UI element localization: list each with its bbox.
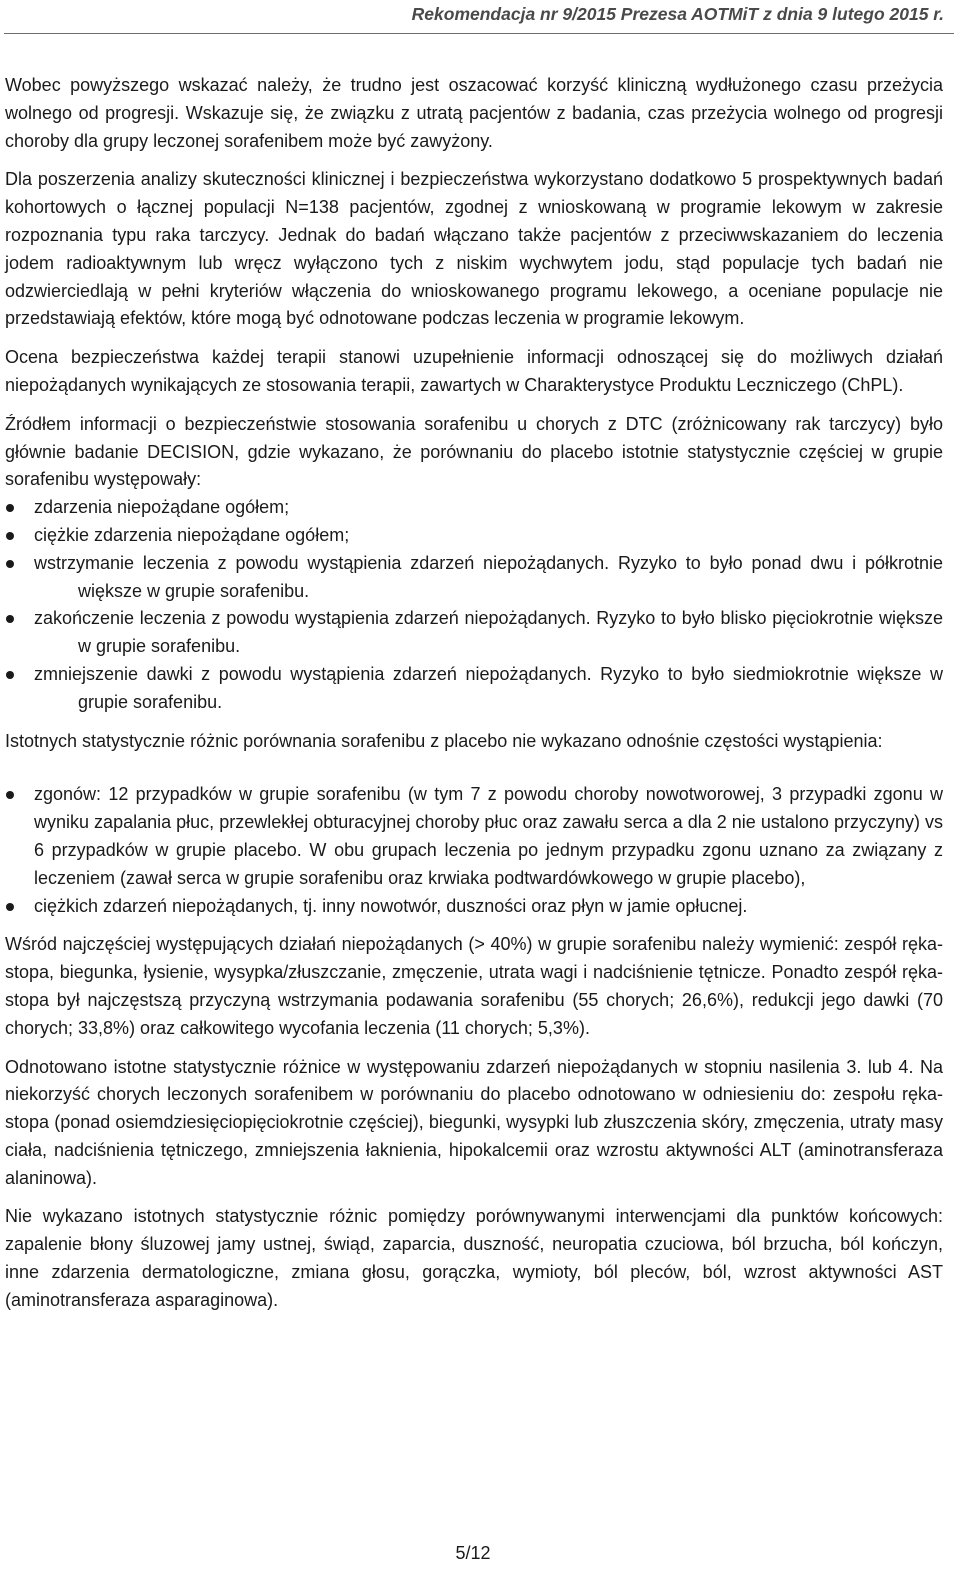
list-item: zmniejszenie dawki z powodu wystąpienia zdarzeń niepożądanych. Ryzyko to było siedmiokrotnie większe w grupie sorafenibu. bbox=[5, 661, 943, 717]
paragraph-nonsignificant-intro: Istotnych statystycznie różnic porównania sorafenibu z placebo nie wykazano odnośnie częstości wystąpienia: bbox=[5, 730, 883, 751]
bullet-icon bbox=[6, 532, 14, 540]
paragraph-no-difference-endpoints: Nie wykazano istotnych statystycznie różnic pomiędzy porównywanymi interwencjami dla punktów końcowych: zapalenie błony śluzowej jamy ustnej, świąd, zaparcia, duszność, neuropatia czuciowa, ból brzucha, ból kończyn, inne zdarzenia dermatologiczne, zmiana głosu, gorączka, wymioty, ból pleców, ból, wzrost aktywności AST (aminotransferaza asparaginowa). bbox=[5, 1206, 943, 1310]
paragraph-grade-3-4-events: Odnotowano istotne statystycznie różnice w występowaniu zdarzeń niepożądanych w stopniu nasilenia 3. lub 4. Na niekorzyść chorych leczonych sorafenibem w porównaniu do placebo odnotowano w odniesieniu do: zespołu ręka-stopa (ponad osiemdziesięciopięciokrotnie częściej), biegunki, wysypki lub złuszczenia skóry, zmęczenia, utraty masy ciała, nadciśnienia tętniczego, zmniejszenia łaknienia, hipokalcemii oraz wzrostu aktywności ALT (aminotransferaza alaninowa). bbox=[5, 1056, 943, 1188]
bullet-icon bbox=[6, 560, 14, 568]
paragraph-safety-assessment: Ocena bezpieczeństwa każdej terapii stanowi uzupełnienie informacji odnoszącej się do możliwych działań niepożądanych wynikających ze stosowania terapii, zawartych w Charakterystyce Produktu Leczniczego (ChPL). bbox=[5, 347, 943, 395]
list-item: ciężkie zdarzenia niepożądane ogółem; bbox=[5, 522, 943, 550]
paragraph-decision-study: Źródłem informacji o bezpieczeństwie stosowania sorafenibu u chorych z DTC (zróżnicowany rak tarczycy) było głównie badanie DECISION, gdzie wykazano, że porównaniu do placebo istotnie statystycznie częściej w grupie sorafenibu występowały: bbox=[5, 413, 943, 490]
paragraph-common-adverse-events: Wśród najczęściej występujących działań niepożądanych (> 40%) w grupie sorafenibu należy wymienić: zespół ręka-stopa, biegunka, łysienie, wysypka/złuszczanie, zmęczenie, utrata wagi i nadciśnienie tętnicze. Ponadto zespół ręka-stopa był najczęstszą przyczyną wstrzymania podawania sorafenibu (55 chorych; 26,6%), redukcji jego dawki (70 chorych; 33,8%) oraz całkowitego wycofania leczenia (11 chorych; 5,3%). bbox=[5, 934, 943, 1038]
page-number: 5/12 bbox=[455, 1543, 491, 1563]
list-item: zakończenie leczenia z powodu wystąpienia zdarzeń niepożądanych. Ryzyko to było blisko pięciokrotnie większe w grupie sorafenibu. bbox=[5, 605, 943, 661]
body-content bbox=[5, 72, 943, 1326]
nonsignificant-events-list bbox=[5, 781, 943, 920]
list-item: wstrzymanie leczenia z powodu wystąpienia zdarzeń niepożądanych. Ryzyko to było ponad dwu i półkrotnie większe w grupie sorafenibu. bbox=[5, 550, 943, 606]
bullet-icon bbox=[6, 615, 14, 623]
list-item: zdarzenia niepożądane ogółem; bbox=[5, 494, 943, 522]
bullet-icon bbox=[6, 903, 14, 911]
paragraph-pfs-assessment: Wobec powyższego wskazać należy, że trudno jest oszacować korzyść kliniczną wydłużonego czasu przeżycia wolnego od progresji. Wskazuje się, że związku z utratą pacjentów z badania, czas przeżycia wolnego od progresji choroby dla grupy leczonej sorafenibem może być zawyżony. bbox=[5, 75, 943, 151]
header-divider bbox=[4, 33, 954, 34]
significant-events-list bbox=[5, 494, 943, 716]
bullet-icon bbox=[6, 671, 14, 679]
bullet-icon bbox=[6, 504, 14, 512]
bullet-icon bbox=[6, 791, 14, 799]
list-item: ciężkich zdarzeń niepożądanych, tj. inny nowotwór, duszności oraz płyn w jamie opłucnej. bbox=[5, 893, 943, 921]
list-item: zgonów: 12 przypadków w grupie sorafenibu (w tym 7 z powodu choroby nowotworowej, 3 przypadki zgonu w wyniku zapalania płuc, przewlekłej obturacyjnej choroby płuc oraz zawału serca a dla 2 nie ustalono przyczyny) vs 6 przypadków w grupie placebo. W obu grupach leczenia po jednym przypadku zgonu uznano za związany z leczeniem (zawał serca w grupie sorafenibu oraz krwiaka podtwardówkowego w grupie placebo), bbox=[5, 781, 943, 892]
running-header: Rekomendacja nr 9/2015 Prezesa AOTMiT z dnia 9 lutego 2015 r. bbox=[411, 4, 944, 24]
paragraph-cohort-studies: Dla poszerzenia analizy skuteczności klinicznej i bezpieczeństwa wykorzystano dodatkowo 5 prospektywnych badań kohortowych o łącznej populacji N=138 pacjentów, zgodnej z wnioskowaną w programie lekowym w zakresie rozpoznania typu raka tarczycy. Jednak do badań włączano także pacjentów z przeciwwskazaniem do leczenia jodem radioaktywnym lub wręcz wyłączono tych z niskim wychwytem jodu, stąd populacje tych badań nie odzwierciedlają w pełni kryteriów włączenia do wnioskowanego programu lekowego, a oceniane populacje nie przedstawiają efektów, które mogą być odnotowane podczas leczenia w programie lekowym. bbox=[5, 169, 943, 329]
